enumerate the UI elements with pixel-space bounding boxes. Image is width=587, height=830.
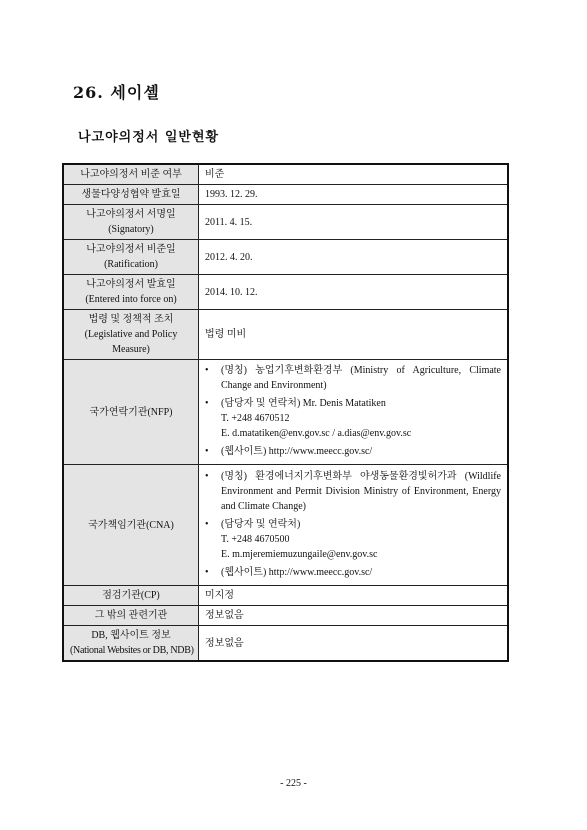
- row-value: 2011. 4. 15.: [199, 205, 509, 240]
- label-ko: DB, 웹사이트 정보: [91, 630, 171, 641]
- label-en: (National Websites or DB, NDB): [70, 645, 194, 656]
- row-label: 점검기관(CP): [63, 586, 199, 606]
- general-status-table: [62, 163, 509, 662]
- row-label: [63, 310, 199, 360]
- table-row: [63, 185, 508, 205]
- label-ko: 나고야의정서 비준일: [86, 244, 176, 255]
- list-item: [221, 396, 501, 441]
- contact-email: E. d.matatiken@env.gov.sc / a.dias@env.gov.sc: [221, 428, 412, 439]
- cna-info-list: [205, 469, 501, 580]
- row-value: 정보없음: [199, 626, 509, 662]
- label-en: Measure): [112, 344, 150, 355]
- label-en: (Signatory): [108, 224, 154, 235]
- row-label: 국가책임기관(CNA): [63, 465, 199, 586]
- list-item: • (명칭) 환경에너지기후변화부 야생동물환경빛허가과 (Wildlife Environment and Permit Division Ministry of Environment, Energy and Climate Change): [221, 469, 501, 514]
- list-item: • (웹사이트) http://www.meecc.gov.sc/: [221, 565, 501, 580]
- row-value: 2012. 4. 20.: [199, 240, 509, 275]
- contact-email: E. m.mjeremiemuzungaile@env.gov.sc: [221, 548, 378, 560]
- page-number: - 225 -: [280, 778, 307, 789]
- row-label: [63, 626, 199, 662]
- table-row: [63, 606, 508, 626]
- row-label: 그 밖의 관련기관: [63, 606, 199, 626]
- row-value: 법령 미비: [199, 310, 509, 360]
- row-value: 2014. 10. 12.: [199, 275, 509, 310]
- row-value: 정보없음: [199, 606, 509, 626]
- row-value: 미지정: [199, 586, 509, 606]
- table-row: [63, 240, 508, 275]
- table-row: [63, 164, 508, 185]
- contact-person: • (담당자 및 연락처): [221, 518, 301, 530]
- row-label: [63, 205, 199, 240]
- table-row: [63, 360, 508, 465]
- row-value: 비준: [199, 164, 509, 185]
- label-ko: 나고야의정서 서명일: [86, 209, 176, 220]
- table-row: [63, 205, 508, 240]
- row-value: [199, 360, 509, 465]
- row-label: 나고야의정서 비준 여부: [63, 164, 199, 185]
- list-item: [221, 517, 501, 562]
- label-en: (Entered into force on): [85, 294, 177, 305]
- label-en: (Ratification): [104, 259, 158, 270]
- section-title: 26. 세이셸: [73, 83, 160, 102]
- row-value: [199, 465, 509, 586]
- table-row: [63, 310, 508, 360]
- contact-phone: T. +248 4670512: [221, 413, 290, 424]
- table-row: [63, 465, 508, 586]
- table-row: [63, 586, 508, 606]
- table-caption: 나고야의정서 일반현황: [78, 130, 220, 145]
- list-item: • (명칭) 농업기후변화환경부 (Ministry of Agriculture, Climate Change and Environment): [221, 363, 501, 393]
- nfp-info-list: [205, 363, 501, 459]
- contact-person: • (담당자 및 연락처) Mr. Denis Matatiken: [221, 398, 386, 409]
- table-row: [63, 626, 508, 662]
- table-row: [63, 275, 508, 310]
- label-ko: 나고야의정서 발효일: [86, 279, 176, 290]
- row-label: [63, 275, 199, 310]
- row-label: [63, 240, 199, 275]
- row-value: 1993. 12. 29.: [199, 185, 509, 205]
- contact-phone: T. +248 4670500: [221, 533, 290, 545]
- list-item: • (웹사이트) http://www.meecc.gov.sc/: [221, 444, 501, 459]
- label-en: (Legislative and Policy: [84, 329, 178, 340]
- row-label: 생물다양성협약 발효일: [63, 185, 199, 205]
- label-ko: 법령 및 정책적 조치: [88, 314, 174, 325]
- row-label: 국가연락기관(NFP): [63, 360, 199, 465]
